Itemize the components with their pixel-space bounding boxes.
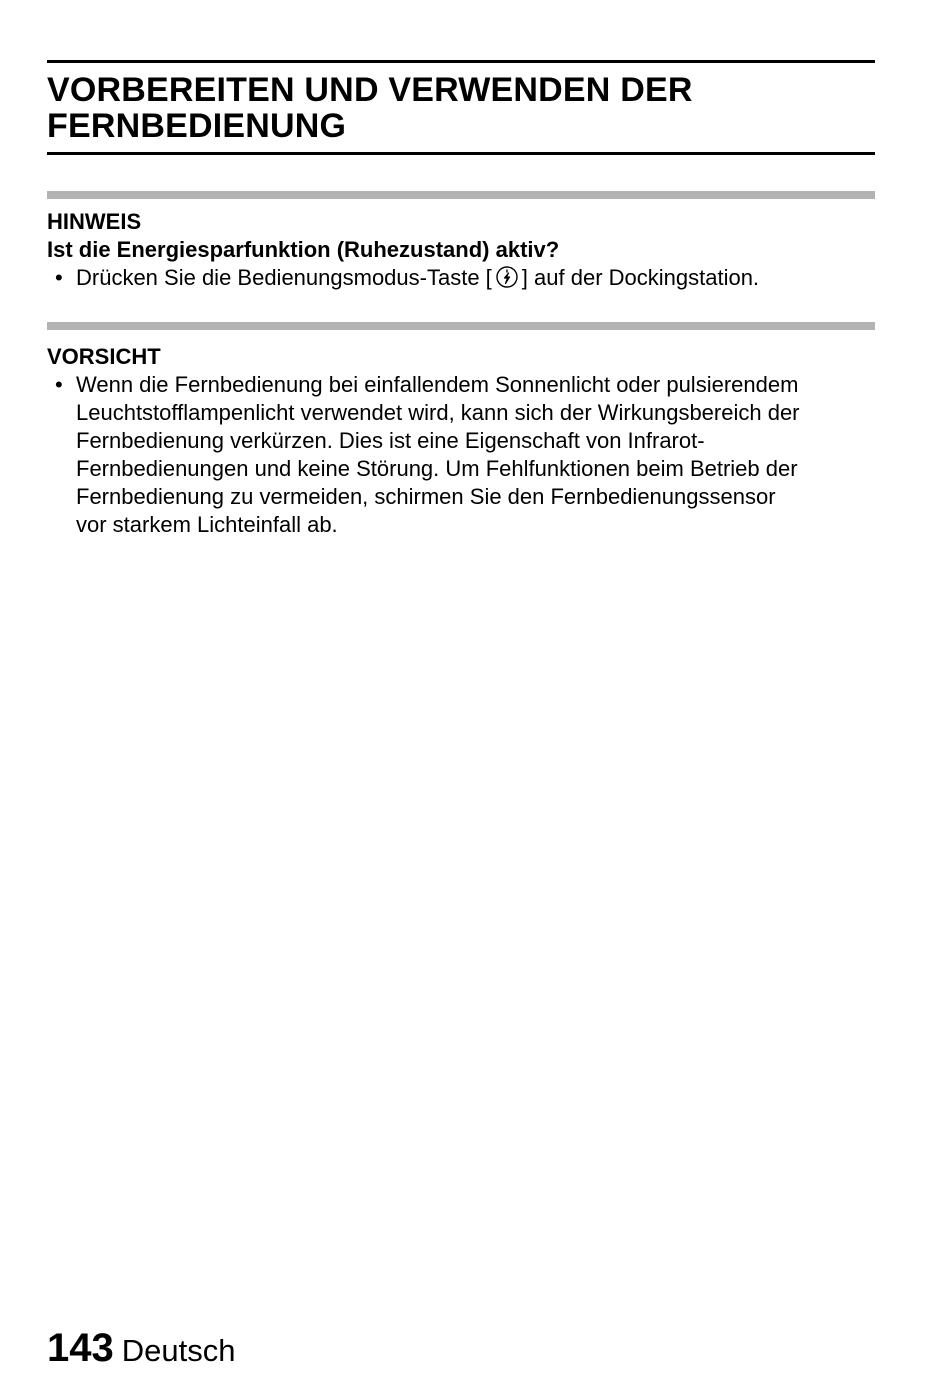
vorsicht-section <box>47 322 875 539</box>
hinweis-section <box>47 191 875 296</box>
vorsicht-line: Fernbedienungen und keine Störung. Um Fehlfunktionen beim Betrieb der <box>76 456 798 481</box>
section-divider <box>47 322 875 330</box>
title-block <box>47 60 875 155</box>
vorsicht-line: Fernbedienung verkürzen. Dies ist eine Eigenschaft von Infrarot- <box>76 428 705 453</box>
title-line-1: VORBEREITEN UND VERWENDEN DER <box>47 71 693 109</box>
section-divider <box>47 191 875 199</box>
vorsicht-bullet <box>47 371 875 539</box>
vorsicht-heading: VORSICHT <box>47 344 161 369</box>
bullet-dot: • <box>55 372 63 397</box>
vorsicht-line: Leuchtstofflampenlicht verwendet wird, kann sich der Wirkungsbereich der <box>76 400 800 425</box>
page-number: 143 <box>47 1326 114 1370</box>
hinweis-bullet-text-after: ] auf der Dockingstation. <box>521 265 760 290</box>
hinweis-heading: HINWEIS <box>47 209 142 234</box>
page-title <box>47 72 875 144</box>
operation-mode-icon <box>495 265 519 296</box>
hinweis-bullet-text-before: Drücken Sie die Bedienungsmodus-Taste [ <box>76 265 492 290</box>
hinweis-bullet <box>47 264 875 296</box>
language-label: Deutsch <box>121 1333 236 1368</box>
page-footer <box>47 1325 235 1375</box>
hinweis-question: Ist die Energiesparfunktion (Ruhezustand) aktiv? <box>47 237 560 262</box>
vorsicht-line: Wenn die Fernbedienung bei einfallendem Sonnenlicht oder pulsierendem <box>76 372 799 397</box>
title-line-2: FERNBEDIENUNG <box>47 107 347 145</box>
vorsicht-line: vor starkem Lichteinfall ab. <box>76 512 338 537</box>
bullet-dot: • <box>55 265 63 290</box>
vorsicht-line: Fernbedienung zu vermeiden, schirmen Sie den Fernbedienungssensor <box>76 484 776 509</box>
